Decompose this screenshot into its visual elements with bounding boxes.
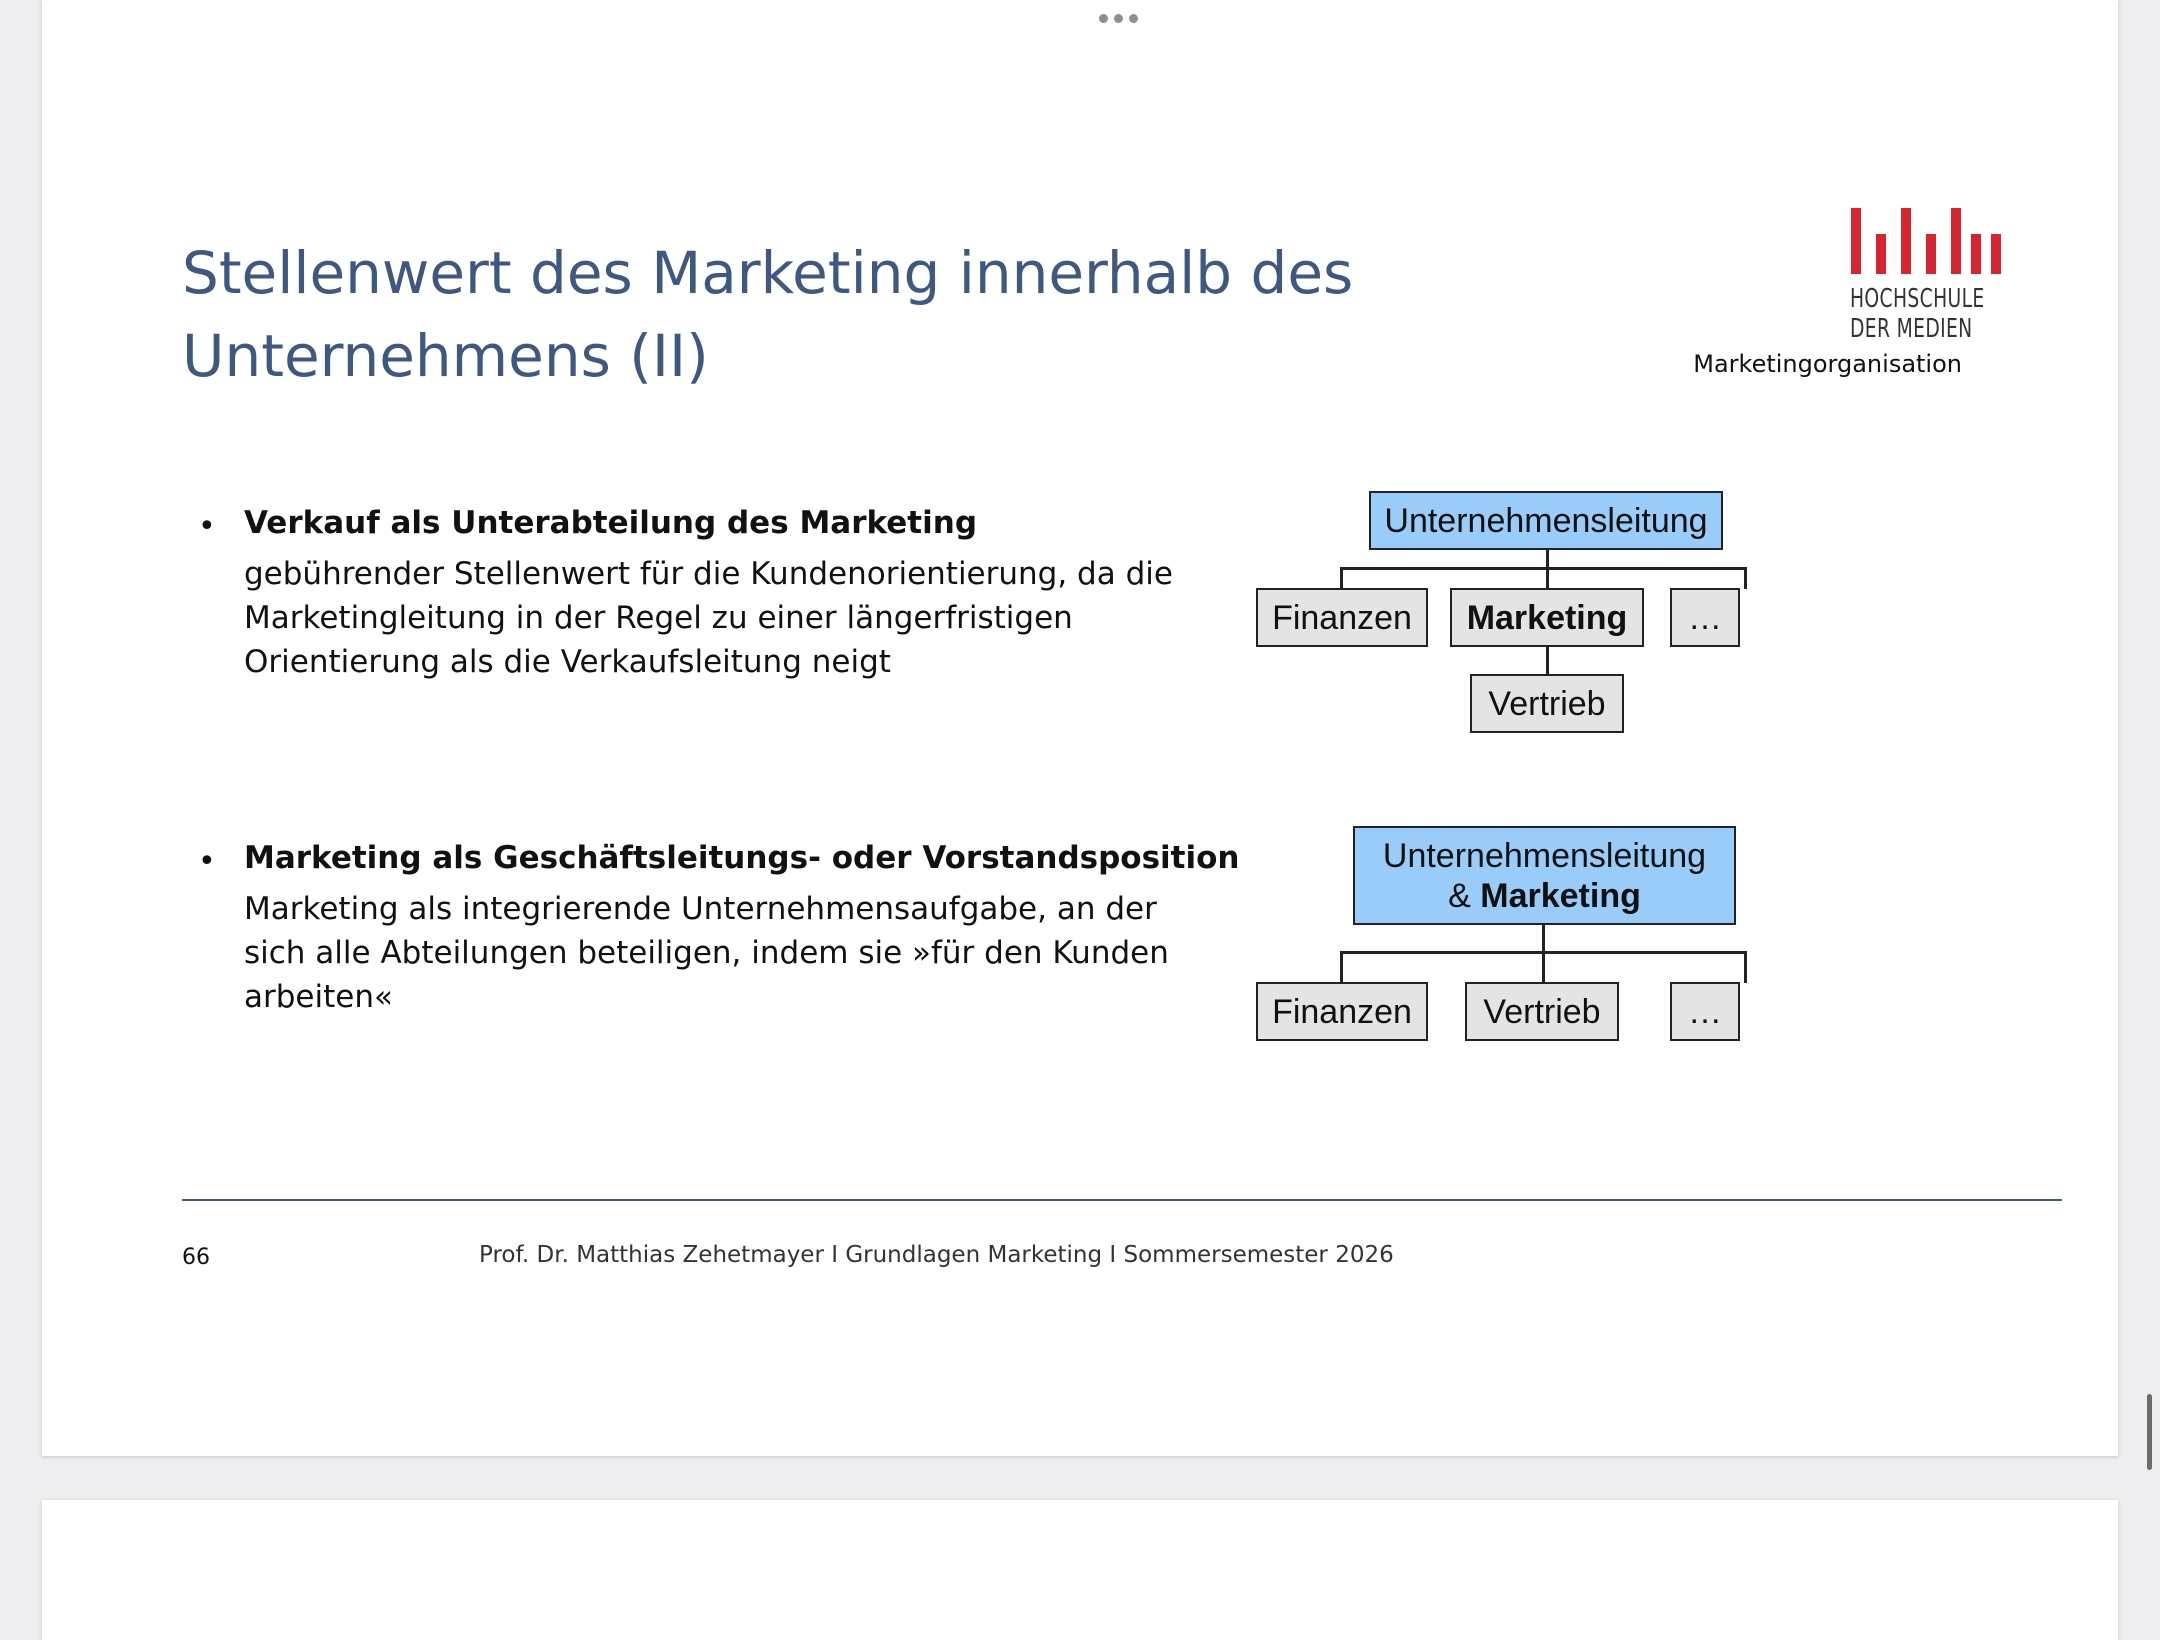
bullet-heading: Verkauf als Unterabteilung des Marketing <box>244 505 978 541</box>
hdm-logo-text <box>1850 284 1985 344</box>
org-box-sales: Vertrieb <box>1470 674 1624 733</box>
slide-title-line2: Unternehmens (II) <box>182 322 709 390</box>
hdm-logo-line2: DER MEDIEN <box>1850 314 1973 344</box>
hdm-logo-line1: HOCHSCHULE <box>1850 284 1985 314</box>
next-slide-page <box>42 1500 2118 1640</box>
slide-title <box>182 232 1382 398</box>
org-box-more: … <box>1670 982 1740 1041</box>
org-box-marketing: Marketing <box>1450 588 1644 647</box>
bullet-marker: • <box>198 844 216 879</box>
slide-title-line1: Stellenwert des Marketing innerhalb des <box>182 239 1354 307</box>
footer-divider <box>182 1199 2062 1201</box>
page-number: 66 <box>182 1245 210 1270</box>
org-box-marketing-line <box>1448 876 1641 916</box>
footer-text: Prof. Dr. Matthias Zehetmayer I Grundlagen Marketing I Sommersemester 2026 <box>479 1242 1394 1268</box>
org-box-management-marketing <box>1353 826 1736 925</box>
org-box-finance: Finanzen <box>1256 982 1428 1041</box>
bullet-body-line: Marketingleitung in der Regel zu einer längerfristigen <box>244 600 1073 636</box>
bullet-body-line: Marketing als integrierende Unternehmensaufgabe, an der <box>244 891 1157 927</box>
dot <box>1099 14 1108 23</box>
org-box-marketing-bold: Marketing <box>1480 876 1641 915</box>
ampersand: & <box>1448 876 1481 915</box>
dot <box>1114 14 1123 23</box>
bullet-body-line: arbeiten« <box>244 979 393 1015</box>
org-box-finance: Finanzen <box>1256 588 1428 647</box>
bullet-heading: Marketing als Geschäftsleitungs- oder Vorstandsposition <box>244 840 1240 876</box>
scroll-indicator[interactable] <box>2147 1394 2152 1470</box>
more-options-icon[interactable] <box>1099 14 1138 23</box>
bullet-body-line: sich alle Abteilungen beteiligen, indem sie »für den Kunden <box>244 935 1169 971</box>
bullet-body <box>244 887 1244 1019</box>
dot <box>1129 14 1138 23</box>
org-box-management-line: Unternehmensleitung <box>1382 836 1707 875</box>
bullet-body-line: gebührender Stellenwert für die Kundenorientierung, da die <box>244 556 1173 592</box>
org-box-more: … <box>1670 588 1740 647</box>
org-box-sales: Vertrieb <box>1465 982 1619 1041</box>
bullet-body-line: Orientierung als die Verkaufsleitung neigt <box>244 644 891 680</box>
bullet-marker: • <box>198 509 216 544</box>
topic-label: Marketingorganisation <box>1693 350 1962 378</box>
hdm-logo-bars-icon <box>1851 208 2001 274</box>
org-box-management: Unternehmensleitung <box>1369 491 1723 550</box>
slide-page <box>42 0 2118 1456</box>
bullet-body <box>244 552 1244 684</box>
